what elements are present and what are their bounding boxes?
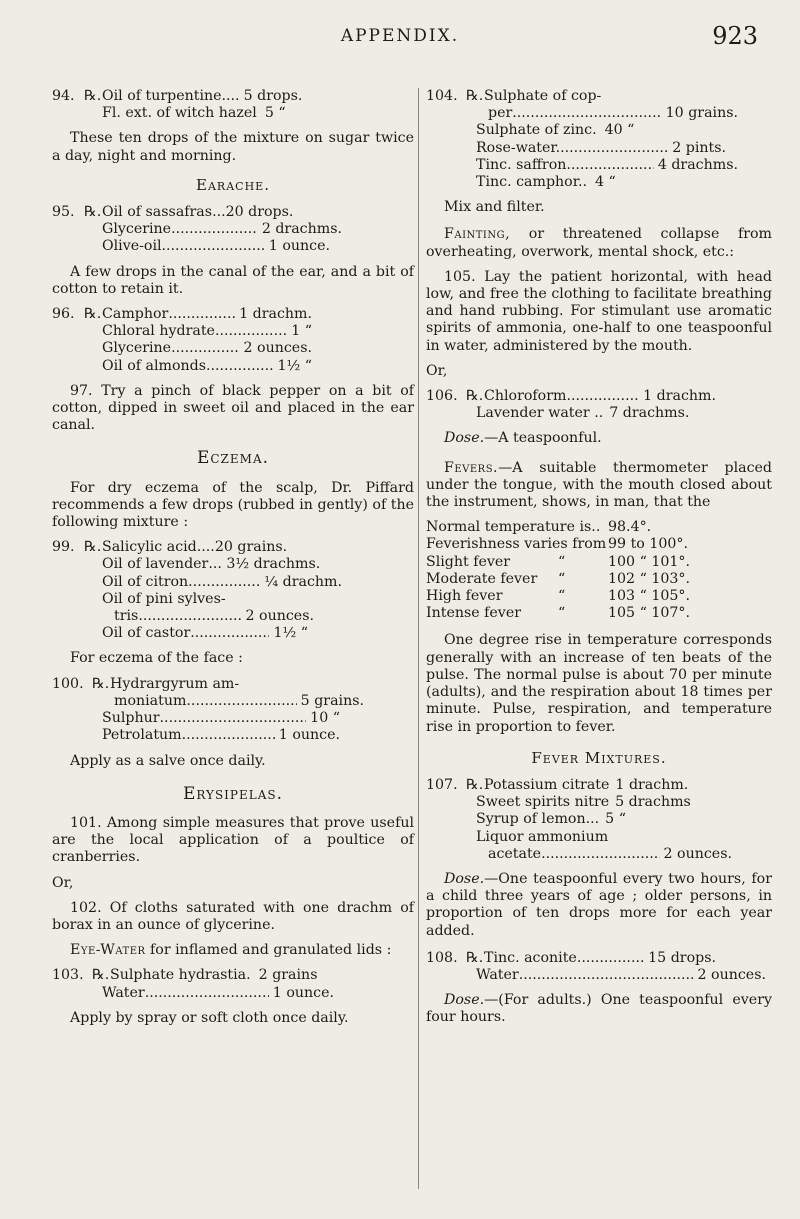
- temperature-row: [426, 571, 772, 588]
- ingredient: Salicylic acid: [102, 539, 197, 556]
- leader-dots: [512, 105, 661, 122]
- amount: 1½ “: [273, 625, 308, 642]
- ingredient: Fl. ext. of witch hazel: [102, 105, 257, 122]
- leader-dots: [190, 625, 269, 642]
- right-column: [426, 88, 772, 1209]
- recipe-number: 99.: [52, 539, 75, 556]
- ingredient: Potassium citrate: [484, 776, 610, 793]
- amount: ...20 drops.: [212, 204, 294, 221]
- temp-ditto: “: [558, 605, 566, 622]
- temp-label: Slight fever: [426, 553, 511, 570]
- recipe-note: Mix and filter.: [444, 199, 545, 216]
- amount: 2 ounces.: [245, 608, 314, 625]
- leader-dots: [182, 727, 275, 744]
- leader-dots: [145, 985, 269, 1002]
- amount: 2 drachms.: [261, 221, 342, 238]
- ingredient: Sulphate of zinc.: [476, 122, 597, 139]
- paragraph-101: 101. Among simple measures that prove useful are the local application of a poultice of cranberries.: [52, 814, 414, 866]
- temp-value: 105 “ 107°.: [608, 605, 691, 622]
- leader-dots: [171, 340, 239, 357]
- leader-dots: [186, 693, 296, 710]
- amount: 2 ounces.: [663, 845, 732, 862]
- paragraph-102: 102. Of cloths saturated with one drachm of borax in an ounce of glycerine.: [52, 899, 414, 933]
- recipe-note: These ten drops of the mixture on sugar twice a day, night and morning.: [52, 130, 414, 164]
- ingredient: per: [488, 105, 513, 122]
- dose-106: [426, 430, 772, 447]
- ingredient: Oil of citron: [102, 573, 189, 590]
- paragraph-105: 105. Lay the patient horizontal, with head low, and free the clothing to facilitate breathing and hand rubbing. For stimulant use aromatic spirits of ammonia, one-half to one teaspoonful in water, administered by the mouth.: [426, 268, 772, 354]
- section-heading-fever-mixtures: Fever Mixtures.: [531, 748, 667, 767]
- recipe-99: [52, 539, 414, 642]
- recipe-95: [52, 204, 414, 256]
- dose-108: [426, 992, 772, 1026]
- ingredient: Chloral hydrate: [102, 323, 215, 340]
- amount: 1 “: [291, 323, 312, 340]
- eczema-intro: For dry eczema of the scalp, Dr. Piffard recommends a few drops (rubbed in gently) of the following mixture :: [52, 479, 414, 531]
- rx-symbol: ℞.: [466, 949, 484, 966]
- amount: 1 drachm.: [643, 388, 716, 405]
- ingredient: Glycerine: [102, 340, 172, 357]
- leader-dots: [566, 157, 653, 174]
- ingredient: Hydrargyrum am-: [110, 675, 240, 692]
- temp-label: Moderate fever: [426, 570, 538, 587]
- ingredient: Camphor: [102, 306, 169, 323]
- recipe-number: 104.: [426, 88, 458, 104]
- ingredient: Syrup of lemon...: [476, 811, 600, 828]
- ingredient: Rose-water.: [476, 139, 561, 156]
- section-heading-eczema: Eczema.: [196, 448, 270, 469]
- recipe-note: A few drops in the canal of the ear, and a bit of cotton to retain it.: [52, 263, 414, 297]
- recipe-note: Apply as a salve once daily.: [70, 752, 266, 769]
- ingredient: Sulphate of cop-: [484, 88, 602, 104]
- leader-dots: [168, 306, 235, 323]
- ingredient: Olive-oil: [102, 238, 162, 255]
- recipe-number: 108.: [426, 949, 458, 966]
- amount: 2 ounces.: [697, 966, 766, 983]
- leader-dots: [566, 388, 639, 405]
- recipe-number: 96.: [52, 306, 75, 323]
- dose-107: [426, 871, 772, 940]
- leader-dots: [541, 846, 659, 863]
- recipe-106: [426, 388, 772, 422]
- left-column: [52, 88, 414, 1209]
- ingredient: Oil of sassafras: [102, 204, 213, 221]
- leader-dots: [577, 950, 644, 967]
- rx-symbol: ℞.: [84, 306, 102, 323]
- rx-symbol: ℞.: [466, 388, 484, 405]
- recipe-number: 106.: [426, 388, 458, 405]
- recipe-number: 100.: [52, 675, 84, 692]
- ingredient: Oil of castor: [102, 625, 191, 642]
- recipe-number: 103.: [52, 967, 84, 984]
- amount: 1 ounce.: [272, 984, 334, 1001]
- section-heading-earache: Earache.: [196, 175, 270, 194]
- recipe-100: [52, 676, 414, 745]
- ingredient: tris: [114, 608, 139, 625]
- amount: 5 “: [605, 811, 626, 828]
- or-text: Or,: [426, 362, 448, 379]
- eye-water-paragraph: [52, 942, 414, 959]
- amount: 2 ounces.: [243, 340, 312, 357]
- rx-symbol: ℞.: [466, 88, 484, 104]
- amount: 4 “: [594, 174, 616, 191]
- leader-dots: [160, 710, 307, 727]
- ingredient: Oil of pini sylves-: [102, 590, 226, 607]
- amount: 1 drachm.: [615, 776, 689, 793]
- amount: 1½ “: [277, 357, 312, 374]
- amount: 1 drachm.: [239, 306, 312, 323]
- temp-label: Normal temperature is..: [426, 519, 601, 536]
- dose-text: —A teaspoonful.: [484, 430, 602, 447]
- page-header: [0, 22, 800, 62]
- ingredient: Liquor ammonium: [476, 828, 609, 845]
- temp-ditto: “: [558, 588, 566, 605]
- leader-dots: [162, 238, 265, 255]
- amount: 5 drachms: [615, 794, 691, 811]
- ingredient: Petrolatum: [102, 727, 182, 744]
- recipe-104: [426, 88, 772, 191]
- temp-ditto: “: [558, 553, 566, 570]
- fevers-text: —A suitable thermometer placed under the tongue, with the mouth closed about the instrument, shows, in man, that the: [426, 459, 772, 511]
- leader-dots: [519, 967, 694, 984]
- dose-text: —One teaspoonful every two hours, for a child three years of age ; older persons, in proportion of ten drops more for each year added.: [426, 870, 772, 939]
- amount: ... 3½ drachms.: [208, 556, 321, 573]
- rx-symbol: ℞.: [92, 675, 110, 692]
- eye-water-heading: Eye-Water: [70, 942, 146, 959]
- leader-dots: ....: [221, 88, 240, 104]
- rx-symbol: ℞.: [92, 967, 110, 984]
- rx-symbol: ℞.: [84, 204, 102, 221]
- temp-value: 99 to 100°.: [608, 536, 688, 553]
- recipe-96: [52, 306, 414, 375]
- amount: 10 “: [310, 710, 340, 727]
- amount: ¼ drachm.: [264, 573, 342, 590]
- ingredient: Lavender water ..: [476, 405, 604, 422]
- ingredient: Oil of turpentine: [102, 88, 222, 104]
- amount: 5 grains.: [300, 692, 364, 709]
- rx-symbol: ℞.: [466, 776, 484, 793]
- degree-note: One degree rise in temperature corresponds generally with an increase of ten beats of the pulse. The normal pulse is about 70 per minute (adults), and the respiration about 18 times per minute. Pulse, respiration, and temperature rise in proportion to fever.: [426, 632, 772, 735]
- temperature-table: [426, 519, 772, 622]
- leader-dots: [171, 221, 258, 238]
- running-head: APPENDIX.: [340, 26, 460, 46]
- column-divider: [418, 88, 419, 1189]
- ingredient: Sweet spirits nitre: [476, 794, 610, 811]
- leader-dots: [560, 140, 668, 157]
- amount: 5 drops.: [243, 88, 303, 104]
- amount: 5 “: [264, 105, 286, 122]
- amount: 40 “: [604, 122, 635, 139]
- ingredient: acetate: [488, 845, 542, 862]
- ingredient: Oil of lavender: [102, 556, 209, 573]
- amount: 15 drops.: [648, 949, 716, 966]
- temp-ditto: “: [558, 570, 566, 587]
- amount: 2 grains: [258, 967, 318, 984]
- temperature-row: [426, 519, 772, 536]
- recipe-108: [426, 950, 772, 984]
- fainting-text: or threatened collapse from overheating, overwork, mental shock, etc.:: [426, 226, 772, 260]
- eye-water-text: for inflamed and granulated lids :: [145, 942, 392, 959]
- ingredient: moniatum: [114, 692, 187, 709]
- paragraph-97: 97. Try a pinch of black pepper on a bit of cotton, dipped in sweet oil and placed in the ear canal.: [52, 382, 414, 434]
- or-text: Or,: [52, 874, 74, 891]
- temperature-row: [426, 588, 772, 605]
- ingredient: Sulphate hydrastia.: [110, 967, 251, 984]
- rx-symbol: ℞.: [84, 88, 102, 104]
- amount: 2 pints.: [672, 139, 726, 156]
- page-number: 923: [712, 22, 758, 50]
- recipe-94: [52, 88, 414, 122]
- fainting-heading: Fainting,: [444, 226, 511, 243]
- temp-value: 102 “ 103°.: [608, 570, 691, 587]
- fevers-paragraph: [426, 460, 772, 512]
- temperature-row: [426, 554, 772, 571]
- amount: 4 drachms.: [657, 156, 738, 173]
- temp-value: 98.4°.: [608, 519, 652, 536]
- dose-label: Dose.: [444, 870, 485, 887]
- ingredient: Chloroform: [484, 388, 567, 405]
- recipe-107: [426, 777, 772, 863]
- ingredient: Water: [102, 984, 145, 1001]
- recipe-number: 95.: [52, 204, 75, 221]
- temperature-row: [426, 605, 772, 622]
- ingredient: Glycerine: [102, 221, 172, 238]
- ingredient: Tinc. saffron: [476, 156, 567, 173]
- recipe-number: 94.: [52, 88, 75, 104]
- ingredient: Tinc. camphor..: [476, 174, 587, 191]
- recipe-103: [52, 967, 414, 1001]
- ingredient: Sulphur: [102, 710, 160, 727]
- temp-label: Intense fever: [426, 605, 522, 622]
- amount: 10 grains.: [665, 105, 738, 122]
- temperature-row: [426, 536, 772, 553]
- amount: 1 ounce.: [268, 238, 330, 255]
- temp-value: 103 “ 105°.: [608, 588, 691, 605]
- fainting-paragraph: [426, 226, 772, 260]
- dose-label: Dose.: [444, 430, 485, 447]
- rx-symbol: ℞.: [84, 539, 102, 556]
- dose-text: —(For adults.) One teaspoonful every four hours.: [426, 992, 772, 1026]
- amount: 1 ounce.: [278, 727, 340, 744]
- face-intro: For eczema of the face :: [70, 650, 243, 667]
- temp-value: 100 “ 101°.: [608, 553, 691, 570]
- amount: 7 drachms.: [609, 405, 690, 422]
- leader-dots: [138, 608, 241, 625]
- recipe-number: 107.: [426, 776, 458, 793]
- fevers-heading: Fevers.: [444, 459, 499, 476]
- amount: ....20 grains.: [196, 539, 288, 556]
- leader-dots: [215, 323, 287, 340]
- recipe-note: Apply by spray or soft cloth once daily.: [70, 1009, 349, 1026]
- temp-label: Feverishness varies from: [426, 536, 607, 553]
- section-heading-erysipelas: Erysipelas.: [182, 783, 284, 804]
- ingredient: Tinc. aconite: [484, 949, 577, 966]
- temp-label: High fever: [426, 588, 503, 605]
- ingredient: Oil of almonds: [102, 357, 207, 374]
- leader-dots: [188, 574, 260, 591]
- leader-dots: [206, 358, 273, 375]
- ingredient: Water: [476, 966, 519, 983]
- dose-label: Dose.: [444, 992, 485, 1009]
